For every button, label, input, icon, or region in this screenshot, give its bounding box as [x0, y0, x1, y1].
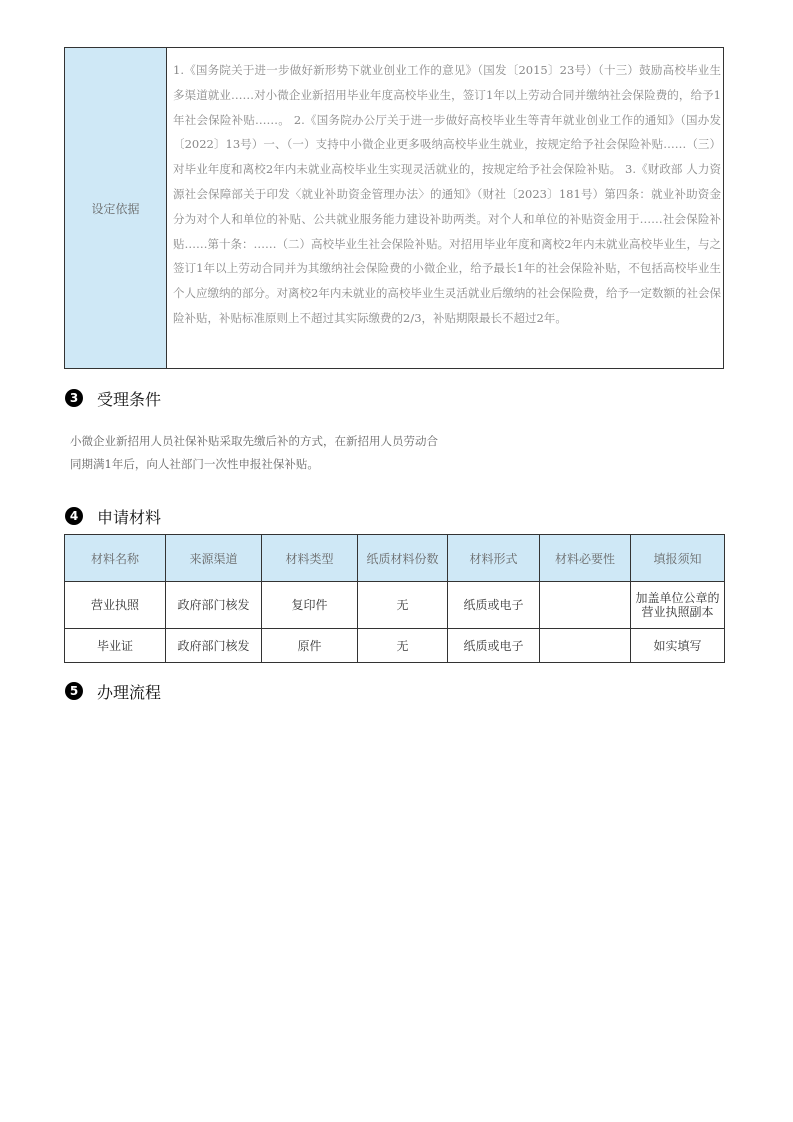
- section-number-icon: 3: [65, 389, 83, 407]
- column-header: 材料形式: [448, 535, 540, 582]
- table-cell: 政府部门核发: [166, 582, 262, 629]
- table-row: [65, 582, 725, 629]
- basis-row: [65, 48, 724, 369]
- table-cell: 如实填写: [631, 629, 725, 663]
- table-cell: 纸质或电子: [448, 629, 540, 663]
- table-cell: [540, 582, 631, 629]
- basis-table: [64, 47, 724, 369]
- table-cell: 毕业证: [65, 629, 166, 663]
- table-cell: 无: [358, 629, 448, 663]
- table-cell: 无: [358, 582, 448, 629]
- section-number-icon: 5: [65, 682, 83, 700]
- basis-content: 1.《国务院关于进一步做好新形势下就业创业工作的意见》（国发〔2015〕23号）（十三）鼓励高校毕业生多渠道就业……对小微企业新招用毕业年度高校毕业生，签订1年以上劳动合同并缴纳社会保险费的，给予1年社会保险补贴……。 2.《国务院办公厅关于进一步做好高校毕业生等青年就业创业工作的通知》（国办发〔2022〕13号）一、（一）支持中小微企业更多吸纳高校毕业生就业，按规定给予社会保险补贴……（三）对毕业年度和离校2年内未就业高校毕业生实现灵活就业的，按规定给予社会保险补贴。 3.《财政部 人力资源社会保障部关于印发〈就业补助资金管理办法〉的通知》（财社〔2023〕181号）第四条：就业补助资金分为对个人和单位的补贴、公共就业服务能力建设补助两类。对个人和单位的补贴资金用于……社会保险补贴……第十条：……（二）高校毕业生社会保险补贴。对招用毕业年度和离校2年内未就业高校毕业生，与之签订1年以上劳动合同并为其缴纳社会保险费的小微企业，给予最长1年的社会保险补贴，不包括高校毕业生个人应缴纳的部分。对离校2年内未就业的高校毕业生灵活就业后缴纳的社会保险费，给予一定数额的社会保险补贴，补贴标准原则上不超过其实际缴费的2/3，补贴期限最长不超过2年。: [167, 48, 724, 369]
- column-header: 材料必要性: [540, 535, 631, 582]
- section-heading-conditions: [65, 386, 161, 410]
- table-cell: 纸质或电子: [448, 582, 540, 629]
- table-cell: 加盖单位公章的营业执照副本: [631, 582, 725, 629]
- section-title: 办理流程: [97, 682, 162, 702]
- conditions-line: 同期满1年后，向人社部门一次性申报社保补贴。: [70, 457, 319, 471]
- section-heading-materials: [65, 504, 161, 528]
- conditions-text: [70, 430, 470, 476]
- column-header: 纸质材料份数: [358, 535, 448, 582]
- section-number-icon: 4: [65, 507, 83, 525]
- column-header: 材料名称: [65, 535, 166, 582]
- table-cell: 复印件: [262, 582, 358, 629]
- table-cell: 原件: [262, 629, 358, 663]
- section-heading-process: [65, 679, 161, 703]
- conditions-line: 小微企业新招用人员社保补贴采取先缴后补的方式，在新招用人员劳动合: [70, 434, 438, 448]
- materials-table: [64, 534, 725, 663]
- table-row: [65, 629, 725, 663]
- column-header: 材料类型: [262, 535, 358, 582]
- basis-label: 设定依据: [65, 48, 167, 369]
- column-header: 填报须知: [631, 535, 725, 582]
- section-title: 受理条件: [97, 389, 162, 409]
- table-cell: 政府部门核发: [166, 629, 262, 663]
- table-cell: 营业执照: [65, 582, 166, 629]
- section-title: 申请材料: [97, 507, 162, 527]
- table-cell: [540, 629, 631, 663]
- table-header-row: [65, 535, 725, 582]
- column-header: 来源渠道: [166, 535, 262, 582]
